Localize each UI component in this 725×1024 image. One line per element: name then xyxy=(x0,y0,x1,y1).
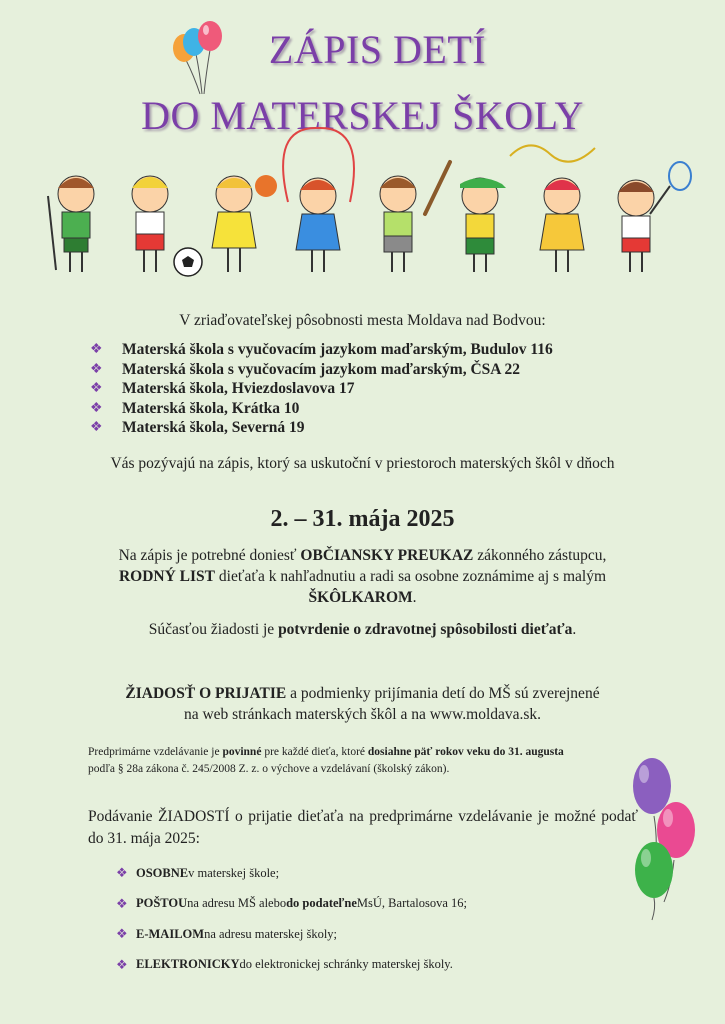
title-line-2: DO MATERSKEJ ŠKOLY xyxy=(141,93,584,138)
intro-text: V zriaďovateľskej pôsobnosti mesta Moldava nad Bodvou: xyxy=(179,312,546,329)
method-label: ELEKTRONICKY xyxy=(136,957,240,972)
application-text-1: a podmienky prijímania detí do MŠ sú zverejnené xyxy=(286,685,600,702)
diamond-bullet-icon: ❖ xyxy=(116,865,128,881)
note-bold-mandatory: povinné xyxy=(222,746,262,758)
invite-text: Vás pozývajú na zápis, ktorý sa uskutoční v priestoroch materských škôl v dňoch xyxy=(110,455,615,472)
documents-paragraph xyxy=(80,545,645,608)
health-text-1: Súčasťou žiadosti je xyxy=(148,621,279,638)
diamond-bullet-icon: ❖ xyxy=(90,342,103,357)
docs-text-2: zákonného zástupcu, xyxy=(473,547,607,564)
application-paragraph xyxy=(80,683,645,725)
method-text: do elektronickej schránky materskej školy. xyxy=(239,957,453,972)
method-label: E-MAILOM xyxy=(136,926,205,941)
list-item xyxy=(90,379,553,399)
application-text-2: na web stránkach materských škôl a na www.moldava.sk. xyxy=(183,706,542,723)
docs-text-3: dieťaťa k nahľadnutiu a radi sa osobne zoznámime aj s malým xyxy=(215,568,607,585)
list-item xyxy=(90,360,553,380)
health-text-2: . xyxy=(572,621,577,638)
list-item xyxy=(90,340,553,360)
docs-text-4: . xyxy=(412,589,417,606)
children-illustration xyxy=(40,126,700,286)
note-text-1: Predprimárne vzdelávanie je xyxy=(88,746,223,758)
method-text: v materskej škole; xyxy=(188,865,280,880)
school-name: Materská škola, Hviezdoslavova 17 xyxy=(122,380,355,397)
method-label: POŠTOU xyxy=(136,896,188,911)
diamond-bullet-icon: ❖ xyxy=(90,400,103,416)
school-name: Materská škola s vyučovacím jazykom maďarským, ČSA 22 xyxy=(122,360,520,378)
list-item xyxy=(116,919,467,950)
application-bold: ŽIADOSŤ O PRIJATIE xyxy=(125,685,287,702)
list-item xyxy=(90,418,553,438)
diamond-bullet-icon: ❖ xyxy=(90,381,103,396)
health-bold: potvrdenie o zdravotnej spôsobilosti dieťaťa xyxy=(278,621,573,638)
note-text-3: podľa § 28a zákona č. 245/2008 Z. z. o výchove a vzdelávaní (školský zákon). xyxy=(88,763,450,775)
method-label-2: do podateľne xyxy=(286,896,357,911)
submission-intro: Podávanie ŽIADOSTÍ o prijatie dieťaťa na predprimárne vzdelávanie je možné podať do 31. mája 2025: xyxy=(88,808,638,847)
note-bold-age: dosiahne päť rokov veku do 31. augusta xyxy=(367,746,564,758)
method-text: na adresu MŠ alebo xyxy=(187,896,287,911)
list-item xyxy=(116,950,467,981)
note-text-2: pre každé dieťa, ktoré xyxy=(261,746,368,758)
docs-text-1: Na zápis je potrebné doniesť xyxy=(118,547,301,564)
diamond-bullet-icon: ❖ xyxy=(90,420,103,435)
diamond-bullet-icon: ❖ xyxy=(116,926,128,942)
school-name: Materská škola, Krátka 10 xyxy=(122,399,300,417)
docs-bold-preschooler: ŠKÔLKAROM xyxy=(308,589,413,606)
method-label: OSOBNE xyxy=(136,865,189,880)
health-paragraph xyxy=(80,619,645,640)
diamond-bullet-icon: ❖ xyxy=(116,956,128,972)
method-text-2: MsÚ, Bartalosova 16; xyxy=(356,896,467,911)
school-list xyxy=(90,340,553,438)
list-item xyxy=(116,858,467,889)
diamond-bullet-icon: ❖ xyxy=(90,361,103,377)
enrollment-dates: 2. – 31. mája 2025 xyxy=(270,506,455,532)
docs-bold-birth-certificate: RODNÝ LIST xyxy=(118,568,216,585)
school-name: Materská škola s vyučovacím jazykom maďarským, Budulov 116 xyxy=(122,341,553,358)
balloons-right-icon xyxy=(628,752,700,922)
list-item xyxy=(90,399,553,419)
legal-note xyxy=(88,744,648,778)
list-item xyxy=(116,889,467,920)
school-name: Materská škola, Severná 19 xyxy=(122,419,305,436)
docs-bold-id-card: OBČIANSKY PREUKAZ xyxy=(300,547,474,564)
diamond-bullet-icon: ❖ xyxy=(116,895,128,911)
submission-methods xyxy=(116,858,467,980)
title-line-1: ZÁPIS DETÍ xyxy=(268,27,487,72)
method-text: na adresu materskej školy; xyxy=(204,926,338,941)
